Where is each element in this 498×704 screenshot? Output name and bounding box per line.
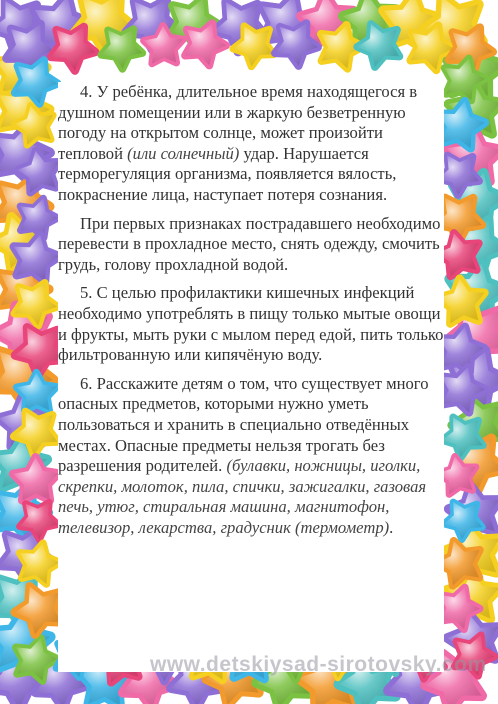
paragraph-4-italic: (или солнечный) (127, 143, 240, 163)
paragraph-heat-stroke (58, 82, 444, 206)
paragraph-infections: 5. С целью профилактики кишечных инфекций необходимо употреблять в пищу только мытые овощи и фрукты, мыть руки с мылом перед едой, пить только фильтрованную или кипячёную воду. (58, 283, 444, 365)
dangerous-objects-list: (булавки, ножницы, иголки, скрепки, молоток, пила, спички, зажигалки, газовая печь, утюг, стиральная машина, магнитофон, телевизор, лекарства, градусник (термометр) (58, 456, 427, 537)
paragraph-dangerous-objects (58, 374, 444, 539)
article-text (58, 82, 444, 672)
paragraph-4-text-end: удар. Нарушается терморегуляция организма, появляется вялость, покраснение лица, наступает потеря сознания. (58, 143, 397, 204)
paragraph-6-text: 6. Расскажите детям о том, что существует много опасных предметов, которыми нужно уметь пользоваться и хранить в специально отведённых местах. Опасные предметы нельзя трогать без разрешения родителей. (58, 373, 429, 476)
watermark: www.detskiysad-sirotovsky.com (150, 653, 487, 676)
paragraph-first-aid: При первых признаках пострадавшего необходимо перевести в прохладное место, снять одежду, смочить грудь, голову прохладной водой. (58, 213, 441, 274)
paragraph-4-text: 4. У ребёнка, длительное время находящегося в душном помещении или в жаркую безветренную погоду на открытом солнце, может произойти тепловой (58, 82, 418, 163)
paragraph-6-tail: . (389, 517, 394, 537)
